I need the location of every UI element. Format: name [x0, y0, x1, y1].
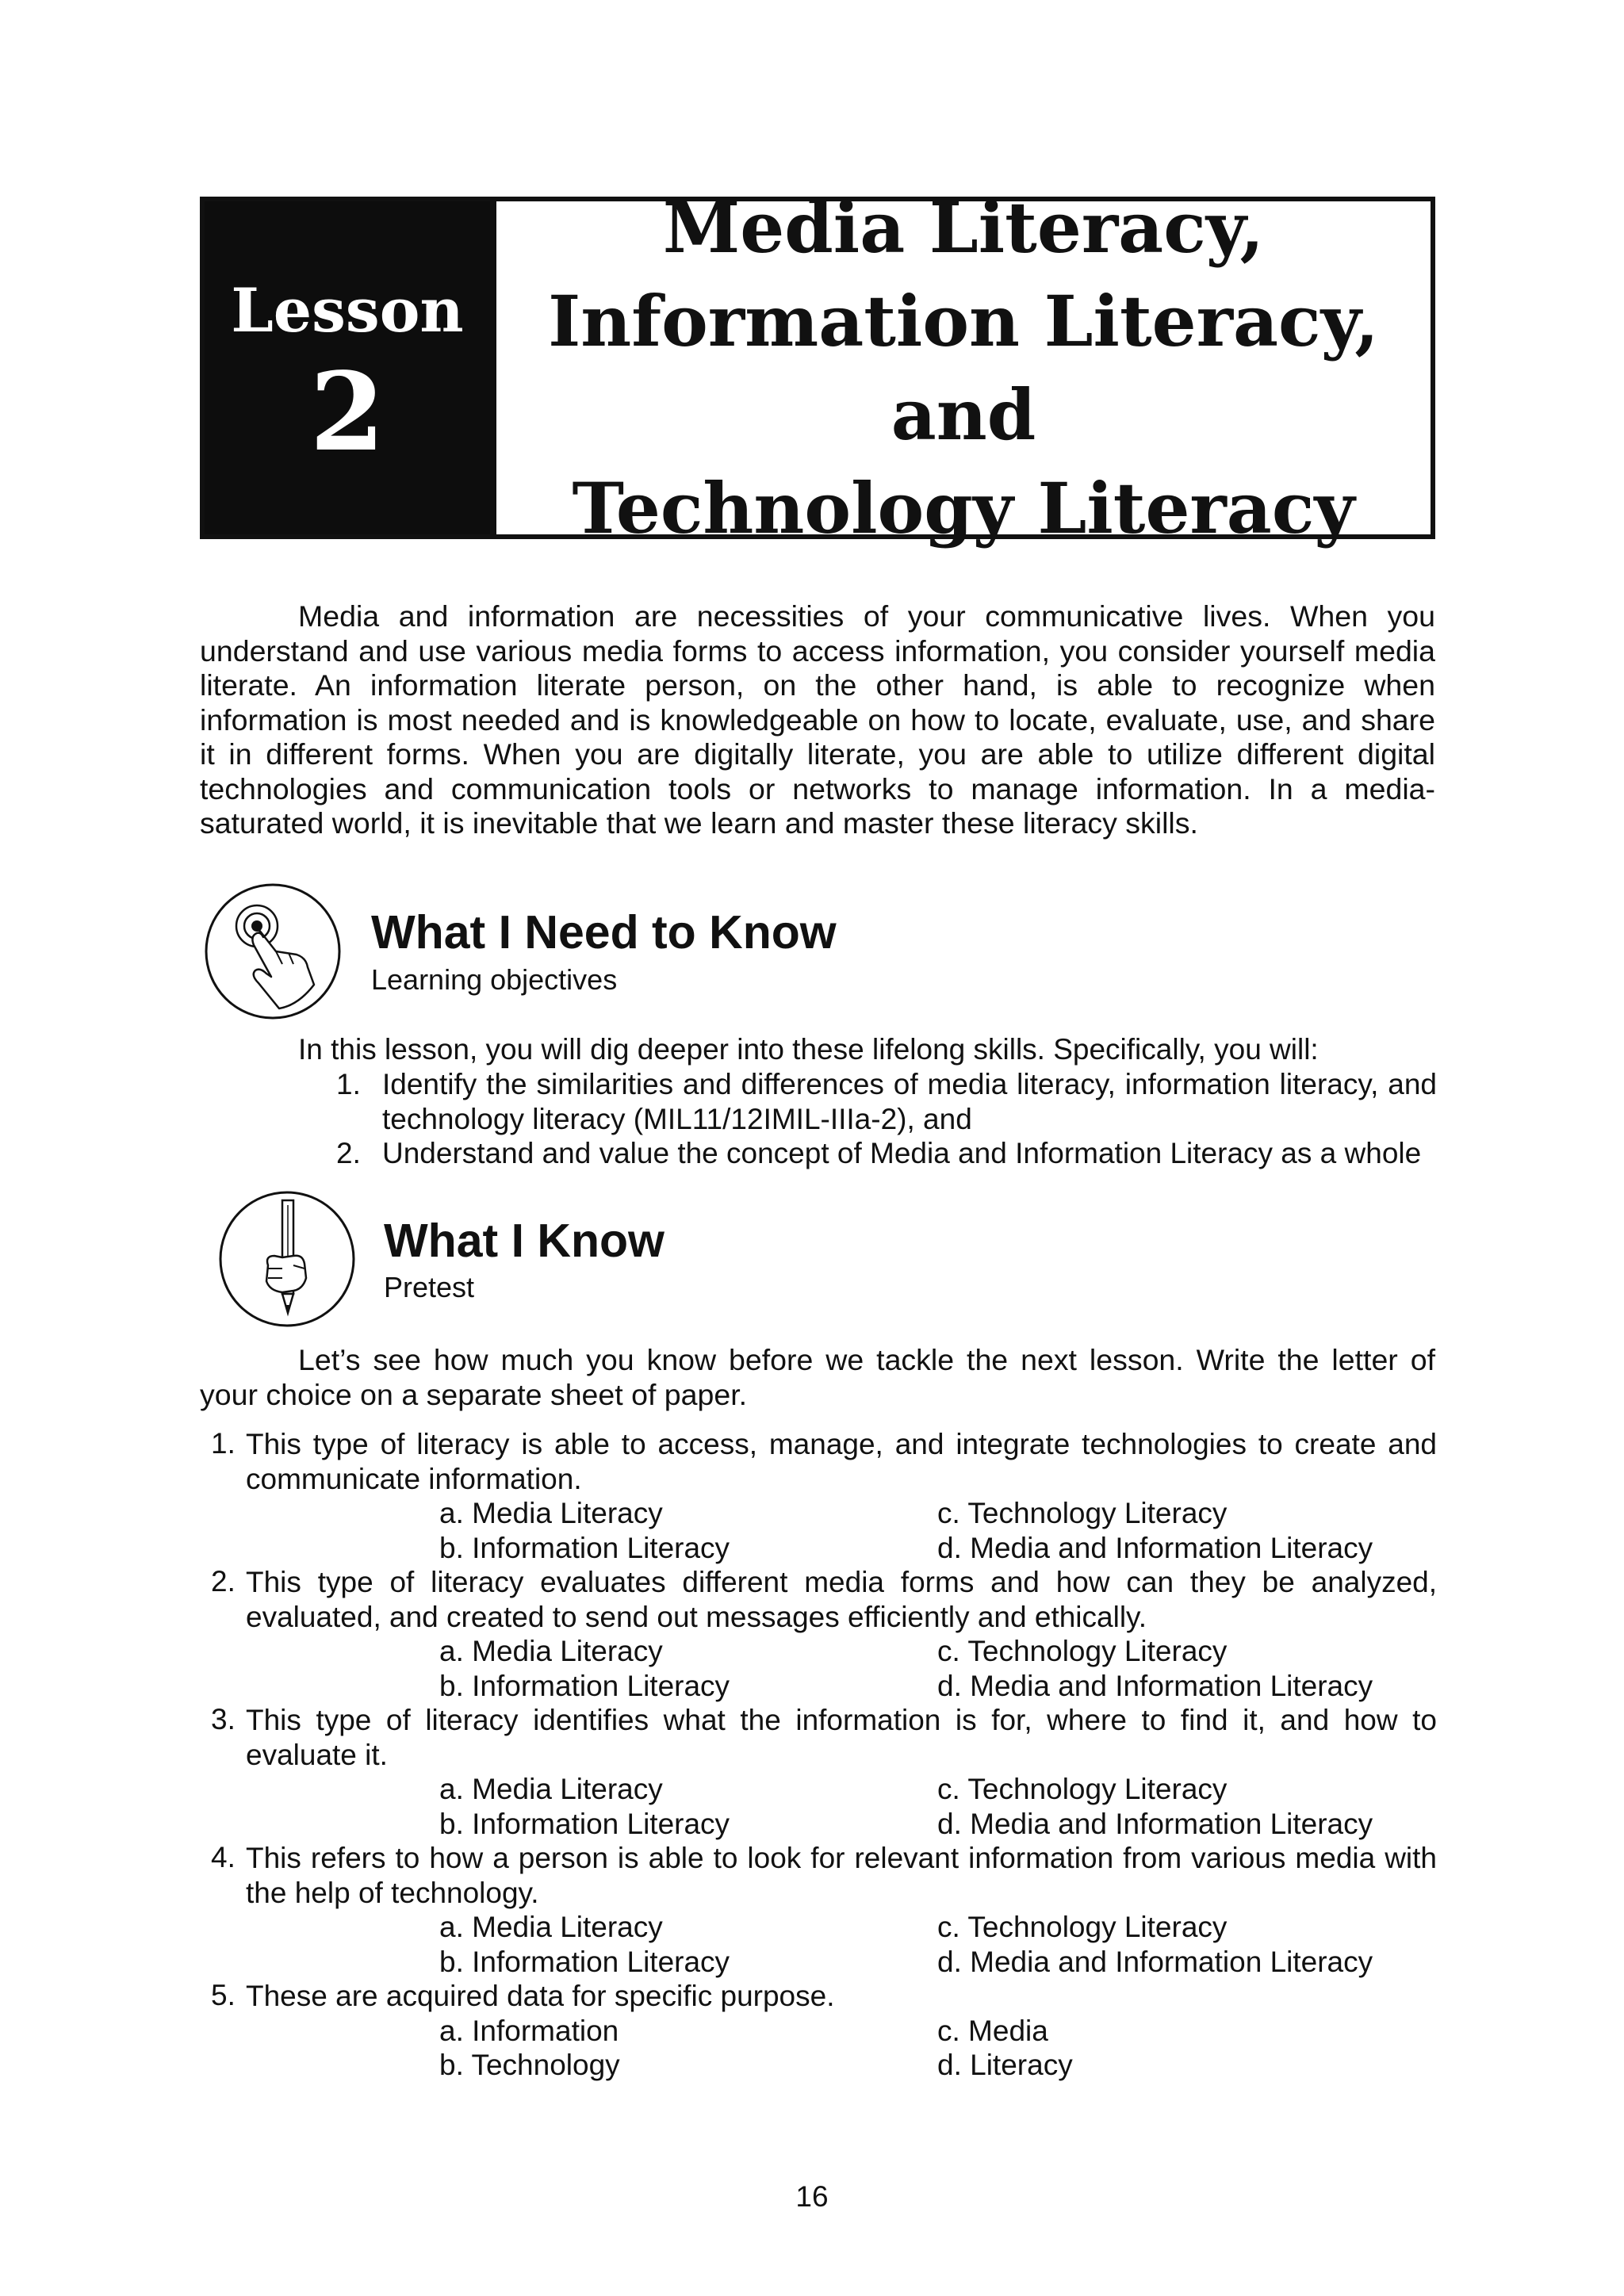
question-5	[200, 1979, 1437, 2083]
question-2	[200, 1565, 1437, 1703]
lesson-number: 2	[309, 349, 385, 476]
list-item	[317, 1136, 1437, 1171]
need-to-know-subtitle: Learning objectives	[371, 963, 618, 996]
choice-list	[439, 2014, 1437, 2083]
choice-option: b. Technology	[439, 2049, 620, 2081]
question-text: This type of literacy identifies what the information is for, where to find it, and how to evaluate it.	[246, 1704, 1437, 1771]
what-i-know-title: What I Know	[384, 1215, 665, 1267]
choice-option: a. Media Literacy	[439, 1773, 663, 1805]
question-number: 1.	[211, 1427, 236, 1460]
lesson-title-line: Media Literacy,	[662, 186, 1265, 269]
question-text: These are acquired data for specific purpose.	[246, 1980, 835, 2012]
choice-option: c. Technology Literacy	[937, 1911, 1228, 1943]
list-item	[317, 1067, 1437, 1136]
choice-option: b. Information Literacy	[439, 1807, 730, 1840]
question-text: This type of literacy is able to access, manage, and integrate technologies to create and communicate information.	[246, 1428, 1437, 1495]
touch-hand-icon	[203, 882, 343, 1021]
choice-option: a. Media Literacy	[439, 1635, 663, 1667]
pretest-questions	[200, 1427, 1437, 2083]
intro-paragraph	[200, 599, 1435, 841]
lesson-banner	[200, 186, 1435, 549]
objective-number: 2.	[336, 1137, 361, 1169]
choice-option: a. Media Literacy	[439, 1911, 663, 1943]
question-text: This refers to how a person is able to look for relevant information from various media with the help of technology.	[246, 1842, 1437, 1909]
objectives-list	[317, 1067, 1437, 1171]
question-1	[200, 1427, 1437, 1565]
question-number: 5.	[211, 1979, 236, 2011]
choice-list	[439, 1634, 1437, 1703]
objective-number: 1.	[336, 1068, 361, 1100]
question-3	[200, 1703, 1437, 1841]
what-i-know-subtitle: Pretest	[384, 1271, 475, 1303]
choice-option: c. Technology Literacy	[937, 1635, 1228, 1667]
choice-list	[439, 1910, 1437, 1979]
pencil-hand-icon	[217, 1189, 357, 1329]
pretest-instructions-text: Let’s see how much you know before we tackle the next lesson. Write the letter of your choice on a separate sheet of paper.	[200, 1343, 1435, 1411]
pretest-instructions	[200, 1343, 1435, 1412]
choice-option: b. Information Literacy	[439, 1669, 730, 1702]
choice-option: c. Technology Literacy	[937, 1497, 1228, 1529]
intro-paragraph-text: Media and information are necessities of your communicative lives. When you understand and use various media forms to access information, you consider yourself media literate. An information literate person, on the other hand, is able to recognize when information is most needed and is knowledgeable on how to locate, evaluate, use, and share it in different forms. When you are digitally literate, you are able to utilize different digital technologies and communication tools or networks to manage information. In a media-saturated world, it is inevitable that we learn and master these literacy skills.	[200, 599, 1435, 840]
question-4	[200, 1841, 1437, 1979]
choice-option: d. Media and Information Literacy	[937, 1945, 1373, 1978]
objective-text: Understand and value the concept of Media and Information Literacy as a whole	[382, 1137, 1422, 1169]
choice-option: d. Literacy	[937, 2049, 1073, 2081]
choice-option: b. Information Literacy	[439, 1531, 730, 1564]
question-text: This type of literacy evaluates different media forms and how can they be analyzed, evaluated, and created to send out messages efficiently and ethically.	[246, 1566, 1437, 1633]
lesson-label: Lesson	[231, 275, 464, 346]
question-number: 2.	[211, 1565, 236, 1598]
choice-option: d. Media and Information Literacy	[937, 1669, 1373, 1702]
lesson-title	[496, 181, 1431, 555]
choice-option: d. Media and Information Literacy	[937, 1807, 1373, 1840]
choice-option: d. Media and Information Literacy	[937, 1531, 1373, 1564]
lesson-title-line: Technology Literacy	[572, 467, 1355, 549]
need-to-know-title: What I Need to Know	[371, 906, 837, 959]
choice-list	[439, 1496, 1437, 1565]
choice-option: c. Technology Literacy	[937, 1773, 1228, 1805]
page-number: 16	[795, 2180, 829, 2213]
lesson-label-block	[205, 201, 490, 534]
objective-text: Identify the similarities and differences of media literacy, information literacy, and technology literacy (MIL11/12IMIL-IIIa-2), and	[382, 1068, 1437, 1135]
choice-option: b. Information Literacy	[439, 1945, 730, 1978]
lesson-title-block	[490, 186, 1431, 549]
choice-option: a. Information	[439, 2014, 619, 2047]
choice-list	[439, 1772, 1437, 1841]
question-number: 4.	[211, 1841, 236, 1873]
question-number: 3.	[211, 1703, 236, 1735]
choice-option: a. Media Literacy	[439, 1497, 663, 1529]
objectives-intro: In this lesson, you will dig deeper into these lifelong skills. Specifically, you will:	[298, 1033, 1319, 1066]
choice-option: c. Media	[937, 2014, 1048, 2047]
lesson-title-line: Information Literacy, and	[548, 280, 1379, 456]
